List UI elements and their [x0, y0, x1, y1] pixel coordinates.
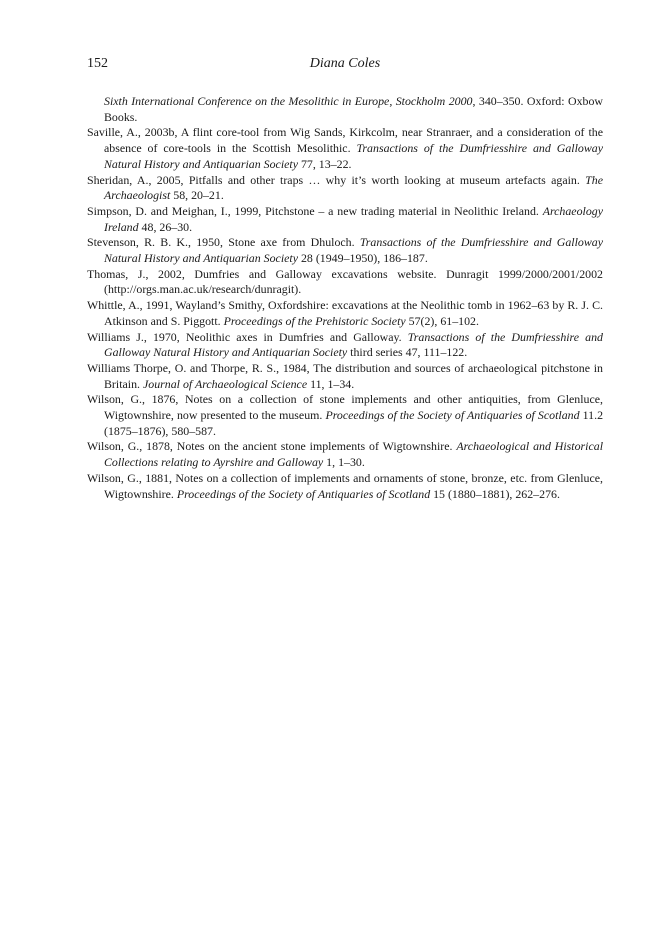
reference-text: Wilson, G., 1881, Notes on a collection of implements and ornaments of stone, bronze, etc. from Glenluce, Wigtownshire. [87, 470, 603, 501]
reference-source-title: Archaeology Ireland [104, 203, 603, 234]
reference-text: Williams J., 1970, Neolithic axes in Dumfries and Galloway. [87, 329, 408, 344]
reference-text: 48, 26–30. [138, 219, 193, 234]
reference-text: Williams Thorpe, O. and Thorpe, R. S., 1984, The distribution and sources of archaeological pitchstone in Britain. [87, 360, 603, 391]
reference-text: third series 47, 111–122. [347, 345, 468, 360]
reference-text: 11.2 (1875–1876), 580–587. [104, 408, 604, 438]
reference-text: 28 (1949–1950), 186–187. [298, 251, 428, 266]
reference-source-title: Journal of Archaeological Science [142, 376, 308, 391]
reference-text: Thomas, J., 2002, Dumfries and Galloway excavations website. Dunragit 1999/2000/2001/2002 (http://orgs.man.ac.uk/research/dunragit). [87, 266, 603, 297]
reference-entry [87, 204, 603, 235]
reference-text: Whittle, A., 1991, Wayland’s Smithy, Oxfordshire: excavations at the Neolithic tomb in 1962–63 by R. J. C. Atkinson and S. Piggott. [87, 298, 603, 328]
page [87, 56, 603, 502]
reference-list [87, 94, 603, 502]
reference-text: 15 (1880–1881), 262–276. [430, 486, 560, 501]
reference-text: 1, 1–30. [323, 455, 365, 470]
reference-entry [87, 392, 603, 439]
reference-text: Stevenson, R. B. K., 1950, Stone axe from Dhuloch. [87, 235, 360, 250]
reference-text: 77, 13–22. [298, 156, 352, 171]
reference-text: , 340–350. Oxford: Oxbow Books. [104, 94, 603, 124]
reference-entry [87, 298, 603, 329]
page-number: 152 [87, 56, 108, 71]
reference-entry [87, 94, 603, 125]
reference-source-title: Transactions of the Dumfriesshire and Galloway Natural History and Antiquarian Society [104, 329, 603, 360]
reference-source-title: Transactions of the Dumfriesshire and Galloway Natural History and Antiquarian Society [104, 235, 604, 266]
reference-entry [87, 125, 603, 172]
reference-text: 57(2), 61–102. [405, 313, 479, 328]
reference-entry [87, 471, 603, 502]
reference-entry [87, 173, 603, 204]
reference-text: Sheridan, A., 2005, Pitfalls and other traps … why it’s worth looking at museum artefacts again. [87, 172, 586, 187]
reference-text: 58, 20–21. [170, 188, 224, 203]
running-head-author: Diana Coles [309, 56, 381, 71]
reference-entry [87, 267, 603, 298]
reference-source-title: Proceedings of the Society of Antiquaries of Scotland [325, 408, 580, 423]
reference-source-title: Proceedings of the Society of Antiquaries of Scotland [176, 486, 431, 501]
reference-source-title: Archaeological and Historical Collections relating to Ayrshire and Galloway [104, 439, 604, 470]
reference-source-title: The Archaeologist [104, 172, 603, 203]
reference-source-title: Proceedings of the Prehistoric Society [223, 313, 406, 328]
reference-text: Simpson, D. and Meighan, I., 1999, Pitchstone – a new trading material in Neolithic Ireland. [87, 203, 543, 218]
reference-text: Saville, A., 2003b, A flint core-tool from Wig Sands, Kirkcolm, near Stranraer, and a consideration of the absence of core-tools in the Scottish Mesolithic. [87, 125, 603, 156]
reference-entry [87, 361, 603, 392]
reference-text: Wilson, G., 1878, Notes on the ancient stone implements of Wigtownshire. [87, 439, 457, 454]
reference-text: 11, 1–34. [307, 376, 355, 391]
reference-source-title: Sixth International Conference on the Mesolithic in Europe, Stockholm 2000 [104, 94, 473, 108]
running-head [87, 56, 603, 78]
reference-entry [87, 439, 603, 470]
reference-text: Wilson, G., 1876, Notes on a collection of stone implements and other antiquities, from Glenluce, Wigtownshire, now presented to the museum. [87, 392, 603, 423]
reference-entry [87, 235, 603, 266]
reference-source-title: Transactions of the Dumfriesshire and Galloway Natural History and Antiquarian Society [104, 141, 603, 171]
reference-entry [87, 330, 603, 361]
